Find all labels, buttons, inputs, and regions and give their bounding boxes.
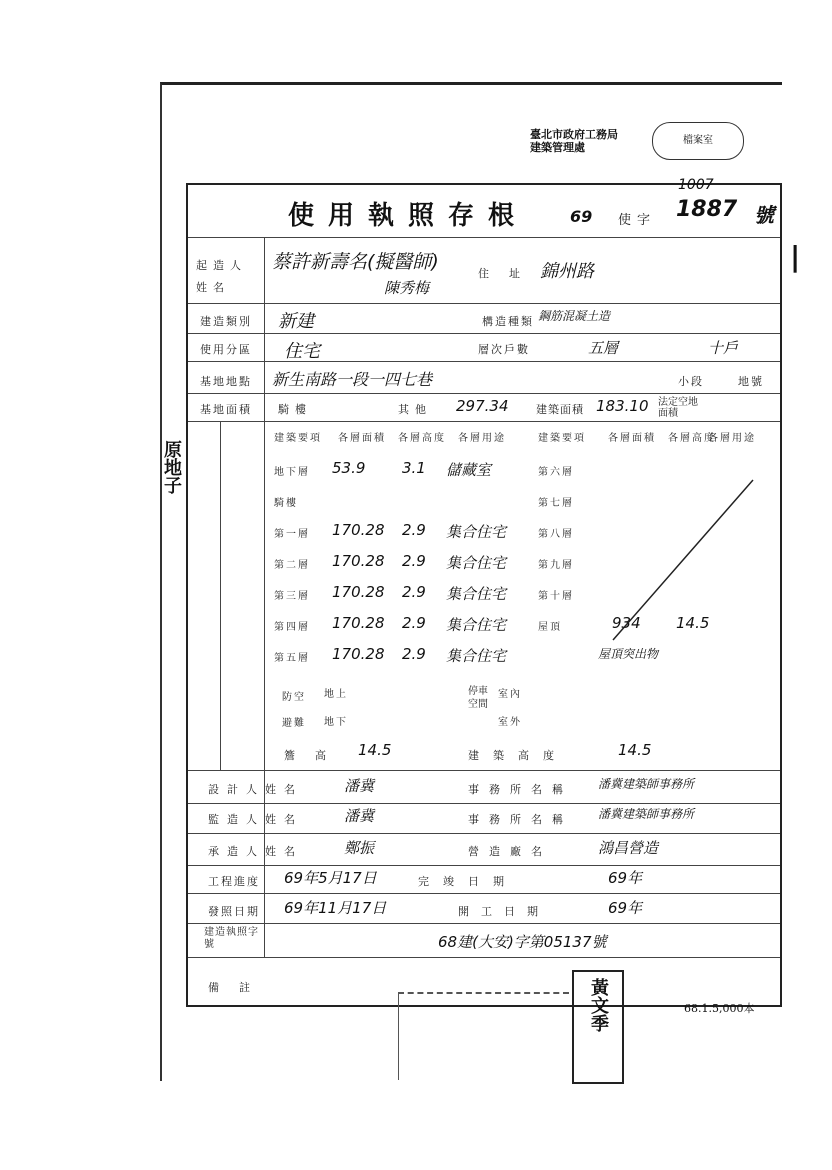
shelter-above: 地上 — [324, 689, 348, 700]
eave-height-value: 14.5 — [358, 741, 392, 759]
floor-label: 第十層 — [538, 591, 574, 602]
owner-label: 起造人姓名 — [196, 259, 247, 294]
title-char-label: 使字 — [618, 213, 657, 228]
roof-note: 屋頂突出物 — [598, 647, 659, 661]
col-header-item-r: 建築要項 — [538, 433, 586, 444]
supervisor-office: 潘冀建築師事務所 — [598, 807, 695, 821]
row-divider — [188, 923, 780, 924]
floors-label: 層次戶數 — [478, 343, 530, 356]
col-header-item: 建築要項 — [274, 433, 322, 444]
row-divider — [188, 865, 780, 866]
floor-height: 2.9 — [402, 583, 426, 601]
contractor-label: 承造人姓名 — [208, 845, 303, 858]
total-height: 14.5 — [676, 614, 710, 632]
remarks-label: 備註 — [208, 981, 270, 994]
units-value: 十戶 — [708, 339, 739, 357]
section-column-line — [220, 421, 221, 771]
eave-height-label: 簷高 — [284, 749, 346, 762]
floor-area: 170.28 — [332, 614, 385, 632]
table-row — [274, 550, 534, 581]
floor-use: 集合住宅 — [446, 585, 507, 603]
floors-value: 五層 — [588, 339, 619, 357]
build-height-label: 建築高度 — [468, 749, 568, 762]
row-divider — [188, 237, 780, 238]
permit-value: 68建(大安)字第05137號 — [438, 933, 607, 951]
floor-label: 第六層 — [538, 467, 574, 478]
contractor-name: 鄭振 — [344, 839, 375, 857]
legal-area-label: 法定空地面積 — [658, 397, 698, 419]
row-divider — [188, 361, 780, 362]
floor-area: 53.9 — [332, 459, 366, 477]
building-area-label: 建築面積 — [536, 403, 584, 416]
floor-height: 2.9 — [402, 645, 426, 663]
title-number-top: 1007 — [678, 177, 714, 193]
floor-label: 第四層 — [274, 622, 310, 633]
row-divider — [188, 303, 780, 304]
floor-label: 騎樓 — [274, 498, 298, 509]
parking-out: 室外 — [498, 717, 522, 728]
floor-area: 170.28 — [332, 645, 385, 663]
subsection-label: 小段 — [678, 375, 704, 388]
use-zone-label: 使用分區 — [200, 343, 252, 356]
lot-label: 地號 — [738, 375, 764, 388]
floor-use: 集合住宅 — [446, 523, 507, 541]
contractor-firm: 鴻昌營造 — [598, 839, 659, 857]
form-title: 使用執照存根 — [288, 201, 529, 231]
agency-line2: 建築管理處 — [530, 141, 585, 154]
col-header-height-r: 各層高度 — [668, 433, 716, 444]
shelter-below: 地下 — [324, 717, 348, 728]
progress-value: 69年5月17日 — [284, 869, 377, 887]
table-row — [274, 643, 534, 674]
row-divider — [188, 770, 780, 771]
parking-label: 停車空間 — [468, 686, 488, 710]
issue-value: 69年11月17日 — [284, 899, 387, 917]
floor-use: 集合住宅 — [446, 647, 507, 665]
designer-office-label: 事務所名稱 — [468, 783, 573, 796]
issue-label: 發照日期 — [208, 905, 260, 918]
signature-stamp-text: 黃文季 — [588, 978, 609, 1032]
floor-label: 第七層 — [538, 498, 574, 509]
floor-label: 第三層 — [274, 591, 310, 602]
title-number: 1887 — [676, 197, 738, 222]
supervisor-office-label: 事務所名稱 — [468, 813, 573, 826]
start-label: 開工日期 — [458, 905, 550, 918]
title-number-prefix: 69 — [570, 207, 593, 226]
row-divider — [188, 333, 780, 334]
table-row — [274, 488, 534, 519]
area-label: 基地面積 — [200, 403, 252, 416]
floor-label: 第九層 — [538, 560, 574, 571]
supervisor-name: 潘冀 — [344, 807, 375, 825]
complete-value: 69年 — [608, 869, 643, 887]
floor-area: 170.28 — [332, 552, 385, 570]
floor-label: 第八層 — [538, 529, 574, 540]
build-height-value: 14.5 — [618, 741, 652, 759]
col-header-use-r: 各層用途 — [708, 433, 756, 444]
progress-label: 工程進度 — [208, 875, 260, 888]
arcade-label: 騎樓 — [278, 403, 312, 416]
row-divider — [188, 833, 780, 834]
use-zone-value: 住宅 — [284, 341, 320, 362]
table-row — [274, 519, 534, 550]
row-divider — [188, 421, 780, 422]
table-row — [538, 643, 768, 674]
floor-height: 2.9 — [402, 552, 426, 570]
table-row — [274, 581, 534, 612]
row-divider — [188, 957, 780, 958]
owner-sub: 陳秀梅 — [384, 279, 430, 297]
bottom-bracket — [398, 992, 569, 1080]
title-suffix: 號 — [754, 203, 774, 227]
other-label: 其他 — [398, 403, 432, 416]
floor-label: 屋頂 — [538, 622, 562, 633]
address-value: 錦州路 — [540, 261, 594, 282]
floor-label: 第二層 — [274, 560, 310, 571]
address-label: 住址 — [478, 267, 540, 280]
other-value: 297.34 — [456, 397, 509, 415]
col-header-area-r: 各層面積 — [608, 433, 656, 444]
start-value: 69年 — [608, 899, 643, 917]
floors-left-column — [274, 457, 534, 674]
permit-form — [186, 177, 782, 1007]
row-divider — [188, 393, 780, 394]
col-header-use: 各層用途 — [458, 433, 506, 444]
agency-header — [530, 128, 650, 154]
print-note: 68.1.5,000本 — [684, 1002, 755, 1015]
structure-label: 構造種類 — [482, 315, 534, 328]
floor-label: 第五層 — [274, 653, 310, 664]
archive-stamp-text: 檔案室 — [683, 135, 713, 146]
parking-in: 室內 — [498, 689, 522, 700]
build-type-value: 新建 — [278, 311, 314, 332]
floor-use: 集合住宅 — [446, 554, 507, 572]
permit-label: 建造執照字號 — [204, 927, 259, 950]
row-divider — [188, 893, 780, 894]
floor-area: 170.28 — [332, 521, 385, 539]
supervisor-label: 監造人姓名 — [208, 813, 303, 826]
complete-label: 完竣日期 — [418, 875, 518, 888]
floor-use: 集合住宅 — [446, 616, 507, 634]
table-row — [274, 457, 534, 488]
total-area: 934 — [612, 614, 641, 632]
col-header-area: 各層面積 — [338, 433, 386, 444]
floor-label: 第一層 — [274, 529, 310, 540]
shelter-label: 防空避難 — [282, 692, 306, 729]
contractor-firm-label: 營造廠名 — [468, 845, 552, 858]
left-margin-note: 原地子 — [161, 440, 182, 494]
site-label: 基地地點 — [200, 375, 252, 388]
floor-use: 儲藏室 — [446, 461, 492, 479]
designer-office: 潘冀建築師事務所 — [598, 777, 695, 791]
designer-name: 潘冀 — [344, 777, 375, 795]
floor-area: 170.28 — [332, 583, 385, 601]
owner-name: 蔡許新壽名(擬醫師) — [272, 251, 439, 273]
floor-height: 3.1 — [402, 459, 426, 477]
archive-stamp — [652, 122, 744, 160]
building-area-value: 183.10 — [596, 397, 649, 415]
right-margin-mark: | — [790, 240, 801, 273]
site-value: 新生南路一段一四七巷 — [272, 370, 433, 389]
table-row — [274, 612, 534, 643]
build-type-label: 建造類別 — [200, 315, 252, 328]
designer-label: 設計人姓名 — [208, 783, 303, 796]
strike-line — [608, 475, 758, 645]
agency-line1: 臺北市政府工務局 — [530, 128, 618, 141]
floor-height: 2.9 — [402, 614, 426, 632]
signature-stamp — [572, 970, 624, 1084]
floor-label: 地下層 — [274, 467, 310, 478]
col-header-height: 各層高度 — [398, 433, 446, 444]
row-divider — [188, 803, 780, 804]
floor-height: 2.9 — [402, 521, 426, 539]
structure-value: 鋼筋混凝土造 — [538, 309, 611, 323]
